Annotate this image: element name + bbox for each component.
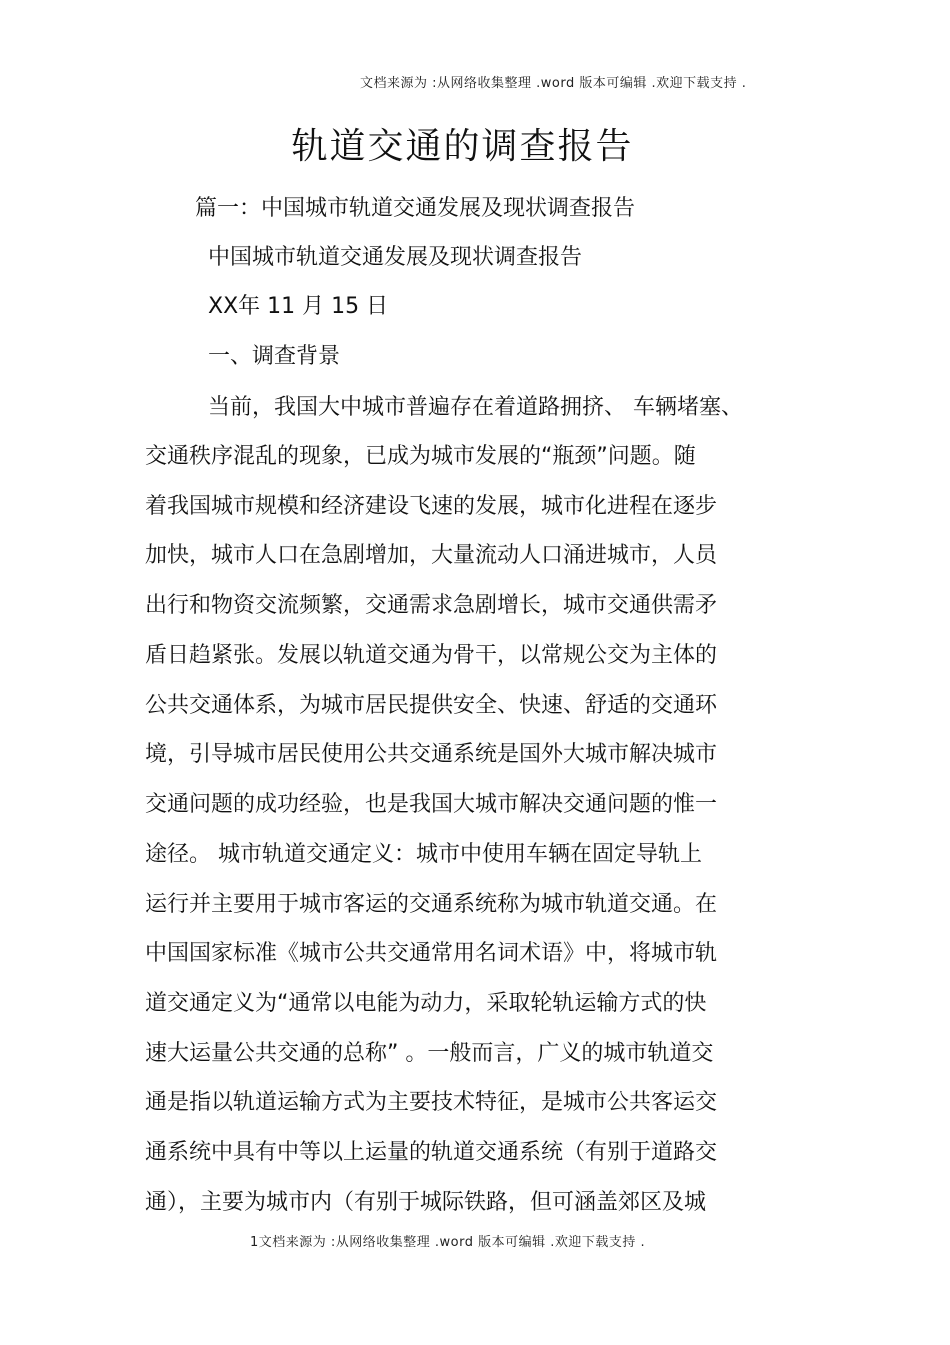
body-line: 通是指以轨道运输方式为主要技术特征，是城市公共客运交	[145, 1090, 718, 1115]
body-line: 运行并主要用于城市客运的交通系统称为城市轨道交通。在	[145, 892, 718, 917]
body-line: 途径。 城市轨道交通定义：城市中使用车辆在固定导轨上	[145, 842, 702, 867]
body-line: 公共交通体系，为城市居民提供安全、快速、舒适的交通环	[145, 693, 718, 718]
report-title: 中国城市轨道交通发展及现状调查报告	[208, 245, 583, 270]
body-line: 中国国家标准《城市公共交通常用名词术语》中，将城市轨	[145, 941, 718, 966]
section-heading: 篇一：中国城市轨道交通发展及现状调查报告	[195, 196, 636, 221]
footer-source-note: 1文档来源为 :从网络收集整理 .word 版本可编辑 .欢迎下载支持 .	[250, 1235, 646, 1250]
body-line: 速大运量公共交通的总称” 。一般而言，广义的城市轨道交	[145, 1041, 714, 1066]
body-line: 道交通定义为“通常以电能为动力，采取轮轨运输方式的快	[145, 991, 707, 1016]
body-line: 盾日趋紧张。发展以轨道交通为骨干，以常规公交为主体的	[145, 643, 718, 668]
body-line: 交通秩序混乱的现象，已成为城市发展的“瓶颈”问题。随	[145, 444, 696, 469]
body-line: 境，引导城市居民使用公共交通系统是国外大城市解决城市	[145, 742, 718, 767]
body-line: 通系统中具有中等以上运量的轨道交通系统（有别于道路交	[145, 1140, 718, 1165]
report-date: XX年 11 月 15 日	[208, 294, 389, 319]
body-line: 着我国城市规模和经济建设飞速的发展，城市化进程在逐步	[145, 494, 718, 519]
document-title: 轨道交通的调查报告	[291, 126, 634, 167]
body-line: 出行和物资交流频繁，交通需求急剧增长，城市交通供需矛	[145, 593, 718, 618]
body-line: 当前，我国大中城市普遍存在着道路拥挤、 车辆堵塞、	[208, 395, 743, 420]
header-source-note: 文档来源为 :从网络收集整理 .word 版本可编辑 .欢迎下载支持 .	[360, 76, 747, 91]
body-line: 交通问题的成功经验，也是我国大城市解决交通问题的惟一	[145, 792, 718, 817]
subsection-heading: 一、调查背景	[208, 344, 341, 369]
body-line: 加快，城市人口在急剧增加，大量流动人口涌进城市，人员	[145, 543, 718, 568]
body-line: 通），主要为城市内（有别于城际铁路，但可涵盖郊区及城	[145, 1190, 707, 1215]
